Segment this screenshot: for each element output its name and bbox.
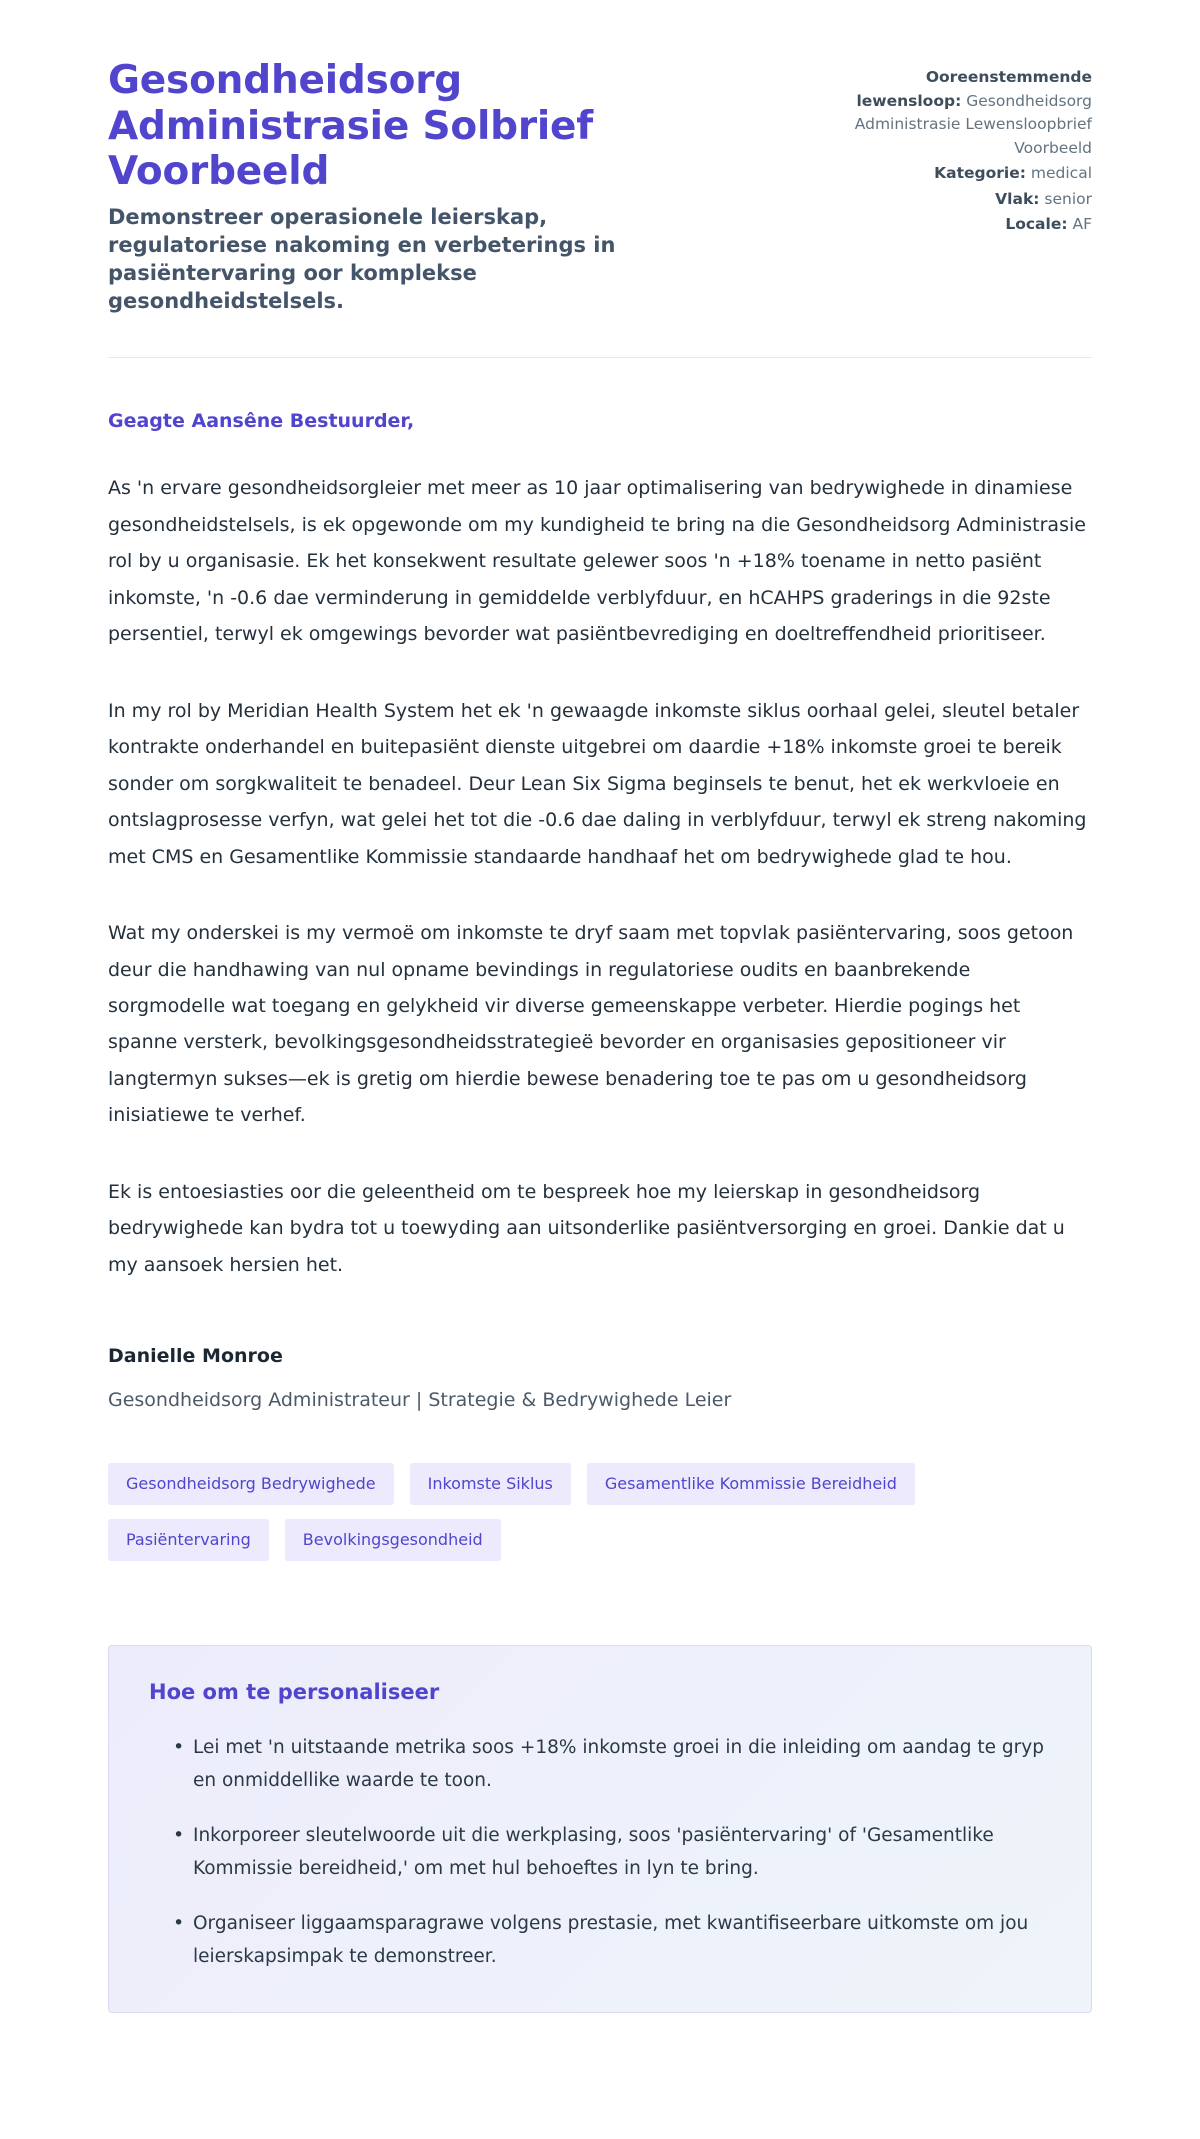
metadata-row-locale bbox=[824, 213, 1092, 237]
tag-item[interactable]: Gesondheidsorg Bedrywighede bbox=[108, 1463, 394, 1505]
metadata-row-category bbox=[824, 162, 1092, 186]
letter-paragraph: Ek is entoesiasties oor die geleentheid om te bespreek hoe my leierskap in gesondheidsorg bedrywighede kan bydra tot u toewyding aan uitsonderlike pasiëntversorging en groei. Dankie dat u my aansoek hersien het. bbox=[108, 1180, 1065, 1276]
page-title: Gesondheidsorg Administrasie Solbrief Voorbeeld bbox=[108, 58, 594, 195]
page-subtitle: Demonstreer operasionele leierskap, regulatoriese nakoming en verbeterings in pasiëntervaring oor komplekse gesondheidstelsels. bbox=[108, 204, 616, 314]
document-metadata bbox=[824, 58, 1092, 239]
personalization-tips-panel bbox=[108, 1645, 1092, 2013]
metadata-value: senior bbox=[1044, 189, 1092, 208]
tips-list bbox=[149, 1732, 1051, 1974]
metadata-value: Gesondheidsorg Administrasie Lewensloopbrief Voorbeeld bbox=[854, 91, 1092, 157]
metadata-label: Ooreenstemmende lewensloop: bbox=[856, 68, 1092, 110]
document-header bbox=[108, 58, 1092, 315]
tips-list-item: • Organiseer liggaamsparagrawe volgens prestasie, met kwantifiseerbare uitkomste om jou leierskapsimpak te demonstreer. bbox=[173, 1908, 1051, 1974]
tag-item[interactable]: Bevolkingsgesondheid bbox=[285, 1519, 501, 1561]
letter-paragraph: As 'n ervare gesondheidsorgleier met meer as 10 jaar optimalisering van bedrywighede in dinamiese gesondheidstelsels, is ek opgewonde om my kundigheid te bring na die Gesondheidsorg Administrasie rol by u organisasie. Ek het konsekwent resultate gelewer soos 'n +18% toename in netto pasiënt inkomste, 'n -0.6 dae verminderung in gemiddelde verblyfduur, en hCAHPS graderings in die 92ste persentiel, terwyl ek omgewings bevorder wat pasiëntbevrediging en doeltreffendheid prioritiseer. bbox=[108, 477, 1086, 646]
tips-panel-title: Hoe om te personaliseer bbox=[149, 1680, 440, 1705]
tips-list-item: • Lei met 'n uitstaande metrika soos +18% inkomste groei in die inleiding om aandag te gryp en onmiddellike waarde te toon. bbox=[173, 1732, 1051, 1798]
tag-list bbox=[108, 1463, 988, 1561]
metadata-label: Locale: bbox=[1005, 215, 1068, 234]
metadata-row-matching-resume bbox=[824, 66, 1092, 160]
tag-item[interactable]: Gesamentlike Kommissie Bereidheid bbox=[587, 1463, 915, 1505]
header-title-block bbox=[108, 58, 668, 315]
cover-letter-body bbox=[108, 410, 1092, 1283]
metadata-value: medical bbox=[1030, 164, 1092, 183]
metadata-label: Kategorie: bbox=[934, 164, 1026, 183]
signature-role: Gesondheidsorg Administrateur | Strategie & Bedrywighede Leier bbox=[108, 1389, 732, 1412]
signature-block bbox=[108, 1345, 1092, 1411]
salutation: Geagte Aansêne Bestuurder, bbox=[108, 410, 415, 433]
header-divider bbox=[108, 357, 1092, 358]
signature-name: Danielle Monroe bbox=[108, 1345, 283, 1368]
metadata-value: AF bbox=[1072, 215, 1092, 234]
tag-item[interactable]: Pasiëntervaring bbox=[108, 1519, 269, 1561]
tag-item[interactable]: Inkomste Siklus bbox=[410, 1463, 571, 1505]
metadata-label: Vlak: bbox=[995, 189, 1040, 208]
letter-paragraph: In my rol by Meridian Health System het ek 'n gewaagde inkomste siklus oorhaal gelei, sleutel betaler kontrakte onderhandel en buitepasiënt dienste uitgebrei om daardie +18% inkomste groei te bereik sonder om sorgkwaliteit te benadeel. Deur Lean Six Sigma beginsels te benut, het ek werkvloeie en ontslagprosesse verfyn, wat gelei het tot die -0.6 dae daling in verblyfduur, terwyl ek streng nakoming met CMS en Gesamentlike Kommissie standaarde handhaaf het om bedrywighede glad te hou. bbox=[108, 699, 1087, 868]
letter-paragraph: Wat my onderskei is my vermoë om inkomste te dryf saam met topvlak pasiëntervaring, soos getoon deur die handhawing van nul opname bevindings in regulatoriese oudits en baanbrekende sorgmodelle wat toegang en gelykheid vir diverse gemeenskappe verbeter. Hierdie pogings het spanne versterk, bevolkingsgesondheidsstrategieë bevorder en organisasies gepositioneer vir langtermyn sukses—ek is gretig om hierdie bewese benadering toe te pas om u gesondheidsorg inisiatiewe te verhef. bbox=[108, 922, 1074, 1127]
metadata-row-level bbox=[824, 188, 1092, 212]
tips-list-item: • Inkorporeer sleutelwoorde uit die werkplasing, soos 'pasiëntervaring' of 'Gesamentlike Kommissie bereidheid,' om met hul behoeftes in lyn te bring. bbox=[173, 1820, 1051, 1886]
